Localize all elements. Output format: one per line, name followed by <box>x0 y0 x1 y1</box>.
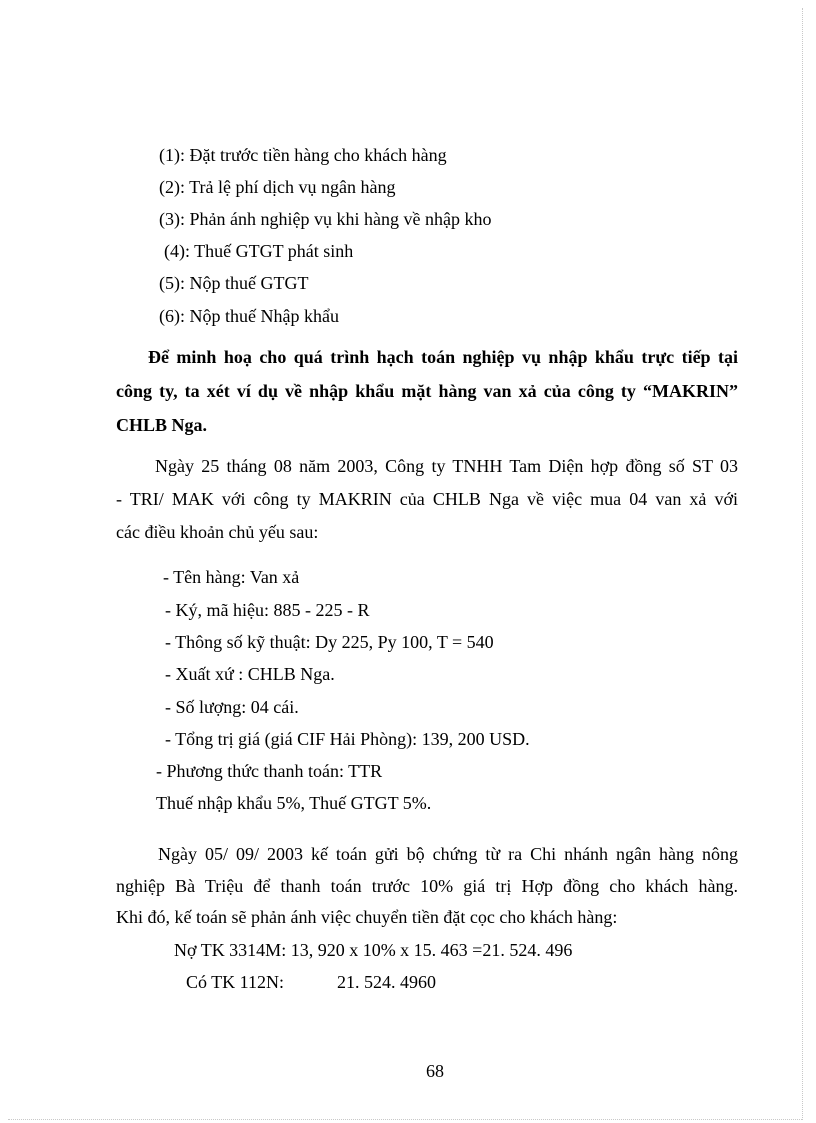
term-item: - Ký, mã hiệu: 885 - 225 - R <box>165 600 370 620</box>
intro-line: công ty, ta xét ví dụ về nhập khẩu mặt hàng van xả của công ty “MAKRIN” <box>116 381 738 401</box>
payment-line: nghiệp Bà Triệu để thanh toán trước 10% giá trị Hợp đồng cho khách hàng. <box>116 876 738 896</box>
term-item: - Tổng trị giá (giá CIF Hải Phòng): 139, 200 USD. <box>165 729 530 749</box>
contract-line: các điều khoản chủ yếu sau: <box>116 522 319 542</box>
contract-line: - TRI/ MAK với công ty MAKRIN của CHLB Nga về việc mua 04 van xả với <box>116 489 738 509</box>
term-item: - Số lượng: 04 cái. <box>165 697 299 717</box>
step-item: (1): Đặt trước tiền hàng cho khách hàng <box>159 145 447 165</box>
taxes-line: Thuế nhập khẩu 5%, Thuế GTGT 5%. <box>156 793 432 813</box>
intro-line: CHLB Nga. <box>116 415 208 435</box>
credit-entry-value: 21. 524. 4960 <box>337 972 436 992</box>
term-item: - Thông số kỹ thuật: Dy 225, Py 100, T = 540 <box>165 632 494 652</box>
step-item: (6): Nộp thuế Nhập khẩu <box>159 306 339 326</box>
payment-line: Ngày 05/ 09/ 2003 kế toán gửi bộ chứng từ ra Chi nhánh ngân hàng nông <box>158 844 738 864</box>
page-border-bottom <box>8 1119 802 1120</box>
page-number: 68 <box>426 1061 444 1081</box>
page-border-right <box>802 8 803 1120</box>
contract-line: Ngày 25 tháng 08 năm 2003, Công ty TNHH Tam Diện hợp đồng số ST 03 <box>155 456 738 476</box>
payment-line: Khi đó, kế toán sẽ phản ánh việc chuyển tiền đặt cọc cho khách hàng: <box>116 907 618 927</box>
term-item: - Tên hàng: Van xả <box>163 567 300 587</box>
step-item: (4): Thuế GTGT phát sinh <box>164 241 354 261</box>
debit-entry: Nợ TK 3314M: 13, 920 x 10% x 15. 463 =21. 524. 496 <box>174 940 573 960</box>
credit-entry-label: Có TK 112N: <box>186 972 285 992</box>
step-item: (3): Phản ánh nghiệp vụ khi hàng về nhập kho <box>159 209 492 229</box>
payment-method: - Phương thức thanh toán: TTR <box>156 761 383 781</box>
term-item: - Xuất xứ : CHLB Nga. <box>165 664 335 684</box>
step-item: (2): Trả lệ phí dịch vụ ngân hàng <box>159 177 396 197</box>
step-item: (5): Nộp thuế GTGT <box>159 273 309 293</box>
intro-line: Để minh hoạ cho quá trình hạch toán nghiệp vụ nhập khẩu trực tiếp tại <box>148 347 738 367</box>
